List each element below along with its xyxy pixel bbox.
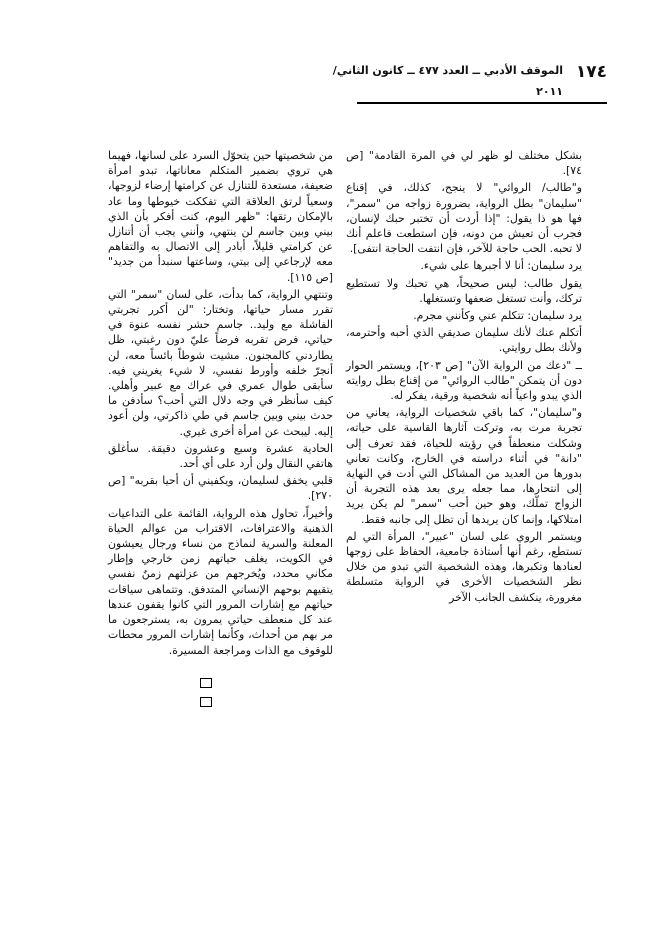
paragraph: من شخصيتها حين يتحوّل السرد على لسانها، فهيما هي تروي بضمير المتكلم معاناتها، تبدو امرأة ضعيفة، مستعدة للتنازل عن كرامتها إرضاء لزوجها، وسعياً لرتق العلاقة التي تفككت خيوطها وما عاد بالإمكان رتقها: "ظهر اليوم، كنت أفكر بأن الذي بيني وبين جاسم لن ينتهي، وأنني يجب أن أتنازل عن كرامتي قليلاً، أبادر إلى الاتصال به والتفاهم معه لإرجاعي إلى بيتي، وساعتها سنبدأ من جديد" [ص ١١٥]. [108,149,333,284]
paragraph: وأخيراً، تحاول هذه الرواية، القائمة على التداعيات الذهنية والاعترافات، الاقتراب من عوالم الحياة المعلنة والسرية لنماذج من نساء ورجال يعيشون في الكويت، يغلف حياتهم زمن خارجي وإطار مكاني محدد، ويُخرجهم من عزلتهم زمنٌ نفسي يتقيهم بوحهم الإنساني المتدفق. وتتماهى سياقات حياتهم مع إشارات المرور التي كانوا يقفون عندها عند كل منعطف حياتي يمرون به، يسترجعون ما مر بهم من أحداث، وكأنما إشارات المرور محطات للوقوف مع الذات ومراجعة المسيرة. [108,506,333,657]
header-rule [357,102,607,104]
paragraph: يرد سليمان: أنا لا أجبرها على شيء. [420,259,582,273]
paragraph: الحادية عشرة وسبع وعشرون دقيقة. سأغلق هاتفي النقال ولن أرد على أي أحد. [108,441,333,471]
paragraph: وتنتهي الرواية، كما بدأت، على لسان "سمر" التي تقرر مسار حياتها، وتختار: "لن أكرر تجربتي الفاشلة مع وليد.. جاسم حشر نفسه عنوة في حياتي، فرض تقربه فرضاً عليّ دون رغبتي، ظل يطاردني كالمجنون. مشيت شوطاً بائساً معه، لن أنجرّ خلفه وأورط نفسي، لا شيء يغريني فيه. سأبقى طوال عمري في عراك مع عبير وأهلي. كيف سأنظر في وجه دلال التي أحب؟ سأدفن ما حدث بيني وبين جاسم في طي ذاكرتي، ولن أعود إليه. ليبحث عن امرأة أخرى غيري. [108,287,333,438]
paragraph: يقول طالب: ليس صحيحاً، هي تحبك ولا تستطيع تركك، وأنت تستغل ضعفها وتستغلها. [346,276,582,305]
paragraph: بشكل مختلف لو ظهر لي في المرة القادمة" [ص ٧٤]. [346,149,582,178]
paragraph: أتكلم عنك لأنك سليمان صديقي الذي أحبه وأحترمه، ولأنك بطل روايتي. [346,326,582,355]
paragraph: ــ "دعك من الرواية الآن" [ص ٢٠٣]، ويستمر الحوار دون أن يتمكن "طالب الروائي" من إقناع بطل روايته الذي يبدو واعياً أنه شخصية ورقية، يفكر له. [346,358,582,403]
square-icon [200,697,212,707]
paragraph: و"طالب/ الروائي" لا ينجح، كذلك، في إقناع "سليمان" بطل الرواية، بضرورة زواجه من "سمر"، فها هو ذا يقول: "إذا أردت أن تختبر حبك لإنسان، فجرب أن تعيش من دونه، فإن استطعت فاعلم أنك لا تحبه. الحب حاجة للآخر، فإن انتفت الحاجة انتفى]. [346,181,582,256]
page-number: ١٧٤ [575,62,607,82]
column-right [346,148,582,607]
end-of-article-mark [200,673,228,683]
column-left [108,148,333,660]
journal-year: ٢٠١١ [536,85,563,98]
paragraph: ويستمر الروي على لسان "عبير"، المرأة التي لم تستطع، رغم أنها أستاذة جامعية، الحفاظ على زوجها لعنادها وتكبرها، وهذه الشخصية التي تبدو من خلال نظر الشخصيات الأخرى في الرواية متسلطة مغرورة، ينكشف الجانب الآخر [346,529,582,604]
running-header [332,62,607,114]
paragraph: و"سليمان"، كما باقي شخصيات الرواية، يعاني من تجربة مرت به، وتركت آثارها القاسية على حياته، وشكلت منعطفاً في رؤيته للحياة، فقد تعرف إلى "دانة" في أثناء دراسته في الخارج، وكانت تعاني بدورها من العديد من المشاكل التي أدت في النهاية إلى انتحارها، مما جعله يرى بعد هذه التجربة أن الزواج تملّك، وهو حين أحب "سمر" لم يكن يريد امتلاكها، وإنما كان يريدها أن تظل إلى جانبه فقط. [346,406,582,526]
paragraph: قلبي يخفق لسليمان، ويكفيني أن أحيا بقربه" [ص ٢٧٠]. [108,474,333,503]
paragraph: يرد سليمان: تتكلم عني وكأنني مجرم. [413,309,582,323]
journal-title: الموقف الأدبي ــ العدد ٤٧٧ ــ كانون الثاني/ [332,64,563,77]
square-icon [200,678,212,688]
